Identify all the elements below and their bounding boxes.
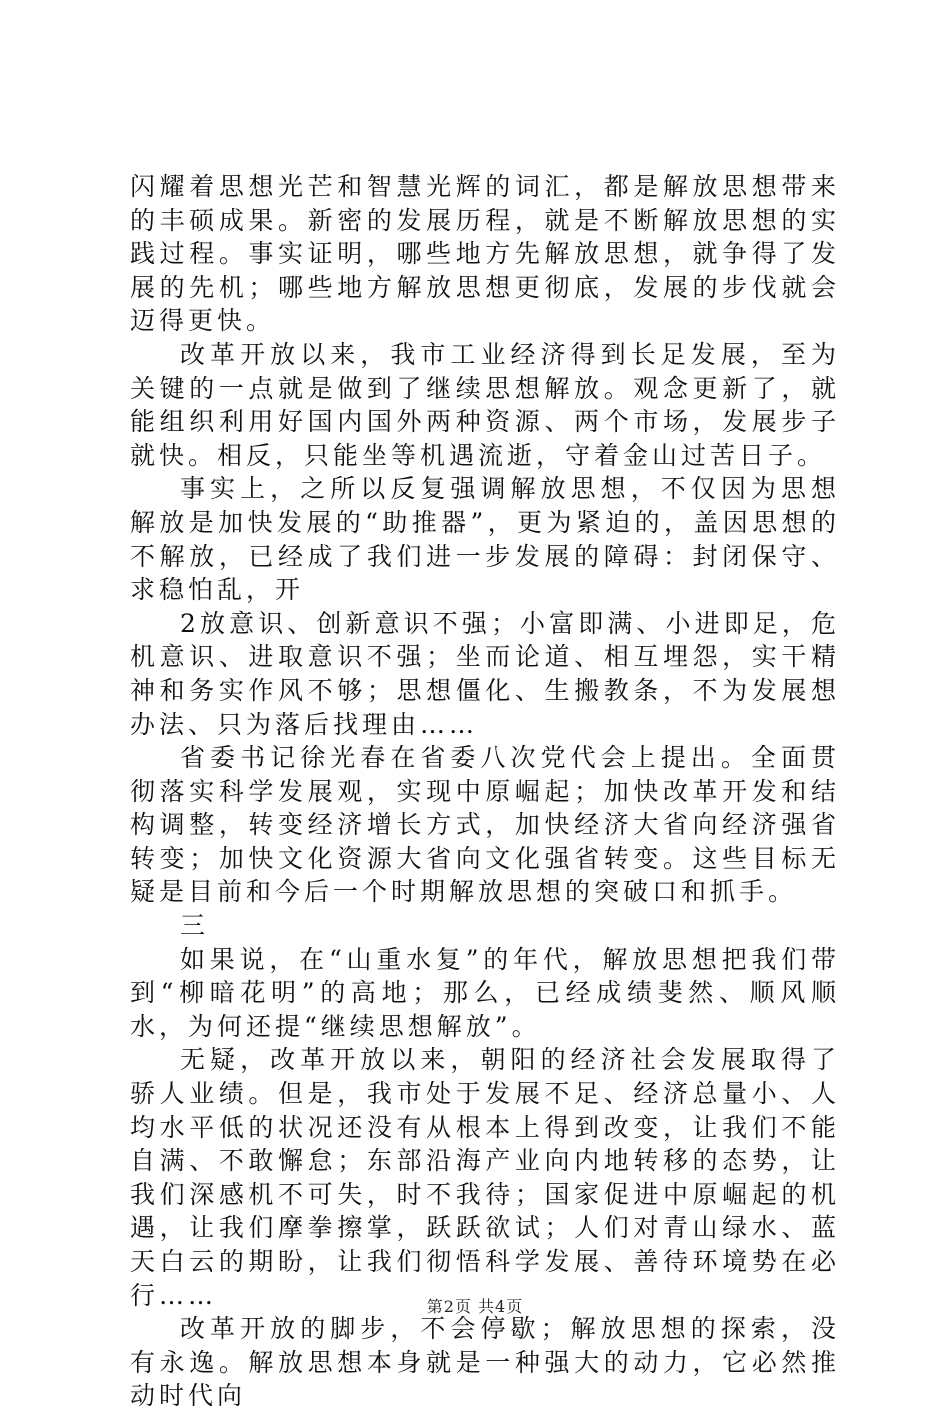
paragraph: 省委书记徐光春在省委八次党代会上提出。全面贯彻落实科学发展观，实现中原崛起；加快改革开发和结构调整，转变经济增长方式，加快经济大省向经济强省转变；加快文化资源大省向文化强省转变。这些目标无疑是目前和今后一个时期解放思想的突破口和抓手。 [130,743,840,907]
paragraph: 如果说，在“山重水复”的年代，解放思想把我们带到“柳暗花明”的高地；那么，已经成绩斐然、顺风顺水，为何还提“继续思想解放”。 [130,944,840,1041]
page-footer: 第2页 共4页 [426,1297,524,1316]
paragraph: 改革开放以来，我市工业经济得到长足发展，至为关键的一点就是做到了继续思想解放。观念更新了，就能组织利用好国内国外两种资源、两个市场，发展步子就快。相反，只能坐等机遇流逝，守着金山过苦日子。 [130,339,840,470]
paragraph: 改革开放的脚步，不会停歇；解放思想的探索，没有永逸。解放思想本身就是一种强大的动力，它必然推动时代向 [130,1314,840,1411]
paragraph: 事实上，之所以反复强调解放思想，不仅因为思想解放是加快发展的“助推器”，更为紧迫的，盖因思想的不解放，已经成了我们进一步发展的障碍：封闭保守、求稳怕乱，开 [130,474,840,605]
section-number: 三 [180,911,210,941]
paragraph-continued: 闪耀着思想光芒和智慧光辉的词汇，都是解放思想带来的丰硕成果。新密的发展历程，就是不断解放思想的实践过程。事实证明，哪些地方先解放思想，就争得了发展的先机；哪些地方解放思想更彻底，发展的步伐就会迈得更快。 [130,172,840,336]
document-body [130,170,840,1413]
paragraph: 2放意识、创新意识不强；小富即满、小进即足，危机意识、进取意识不强；坐而论道、相互埋怨，实干精神和务实作风不够；思想僵化、生搬教条，不为发展想办法、只为落后找理由…… [130,608,840,739]
paragraph: 无疑，改革开放以来，朝阳的经济社会发展取得了骄人业绩。但是，我市处于发展不足、经济总量小、人均水平低的状况还没有从根本上得到改变，让我们不能自满、不敢懈怠；东部沿海产业向内地转移的态势，让我们深感机不可失，时不我待；国家促进中原崛起的机遇，让我们摩拳擦掌，跃跃欲试；人们对青山绿水、蓝天白云的期盼，让我们彻悟科学发展、善待环境势在必行…… [130,1045,840,1310]
